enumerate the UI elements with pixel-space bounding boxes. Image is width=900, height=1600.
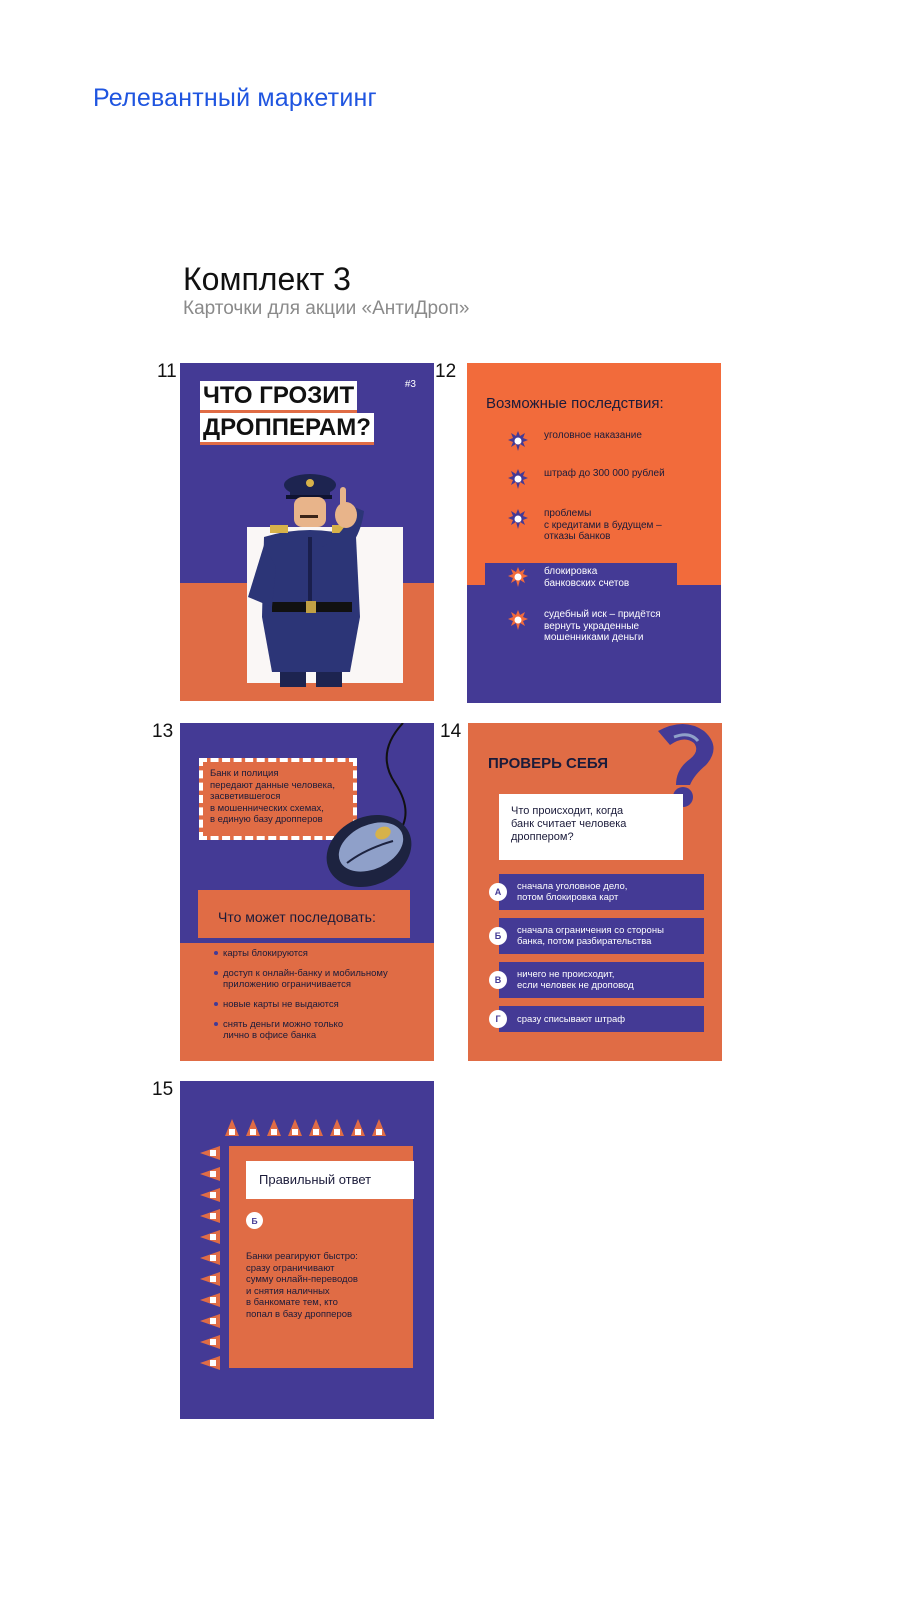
consequence-text: штраф до 300 000 рублей [544, 468, 665, 479]
police-officer-illustration [242, 467, 382, 687]
card-13-note: Банк и полиция передают данные человека, засветившегося в мошеннических схемах, в единую базу дропперов [199, 758, 357, 840]
list-item: доступ к онлайн-банку и мобильному приложению ограничивается [214, 968, 414, 990]
card-11-headline-line1: ЧТО ГРОЗИТ [200, 381, 357, 410]
snowflake-icon [507, 430, 529, 452]
answer-option-a[interactable]: сначала уголовное дело, потом блокировка карт [499, 874, 704, 910]
answer-option-b[interactable]: сначала ограничения со стороны банка, потом разбирательства [499, 918, 704, 954]
snowflake-icon [507, 508, 529, 530]
card-13-heading: Что может последовать: [218, 909, 376, 925]
quiz-question: Что происходит, когда банк считает человека дроппером? [499, 794, 683, 860]
consequence-text: судебный иск – придётся вернуть украденные мошенниками деньги [544, 609, 661, 643]
card-13 [180, 723, 434, 1061]
card-15-body: Банки реагируют быстро: сразу ограничивают сумму онлайн-переводов и снятия наличных в банкомате тем, кто попал в базу дропперов [246, 1251, 358, 1320]
brand-title: Релевантный маркетинг [93, 84, 377, 112]
computer-mouse-illustration [305, 723, 434, 893]
list-item: снять деньги можно только лично в офисе банка [214, 1019, 414, 1041]
card-14 [468, 723, 722, 1061]
answer-option-v[interactable]: ничего не происходит, если человек не дроповод [499, 962, 704, 998]
consequence-item [507, 430, 707, 452]
card-13-list [214, 948, 414, 1050]
snowflake-icon [507, 468, 529, 490]
consequence-text: проблемы с кредитами в будущем – отказы банков [544, 508, 662, 542]
set-subtitle: Карточки для акции «АнтиДроп» [183, 298, 470, 319]
list-item: карты блокируются [214, 948, 414, 959]
card-15 [180, 1081, 434, 1419]
card-11-headline-line2: ДРОППЕРАМ? [200, 413, 374, 442]
card-12 [467, 363, 721, 703]
consequence-item [507, 609, 707, 644]
card-15-title: Правильный ответ [246, 1161, 414, 1199]
answer-option-g[interactable]: сразу списывают штраф [499, 1006, 704, 1032]
answer-letter-g: Г [489, 1010, 507, 1028]
consequence-text: блокировка банковских счетов [544, 566, 630, 589]
card-number-15: 15 [152, 1079, 174, 1100]
card-number-14: 14 [440, 721, 462, 742]
card-number-11: 11 [157, 361, 177, 382]
list-item: новые карты не выдаются [214, 999, 414, 1010]
card-11-tag: #3 [404, 379, 416, 390]
consequence-text: уголовное наказание [544, 430, 642, 441]
set-title: Комплект 3 [183, 261, 351, 297]
answer-letter-b: Б [489, 927, 507, 945]
card-14-heading: ПРОВЕРЬ СЕБЯ [488, 755, 609, 772]
consequence-item [507, 566, 707, 589]
card-number-12: 12 [435, 361, 457, 382]
correct-answer-letter: Б [246, 1212, 263, 1229]
answer-letter-a: А [489, 883, 507, 901]
card-number-13: 13 [152, 721, 174, 742]
snowflake-icon [507, 566, 529, 588]
card-12-bottom-band [467, 585, 721, 703]
card-12-heading: Возможные последствия: [486, 395, 664, 412]
card-11 [180, 363, 434, 701]
consequence-item [507, 468, 707, 490]
snowflake-icon [507, 609, 529, 631]
answer-letter-v: В [489, 971, 507, 989]
consequence-item [507, 508, 707, 543]
